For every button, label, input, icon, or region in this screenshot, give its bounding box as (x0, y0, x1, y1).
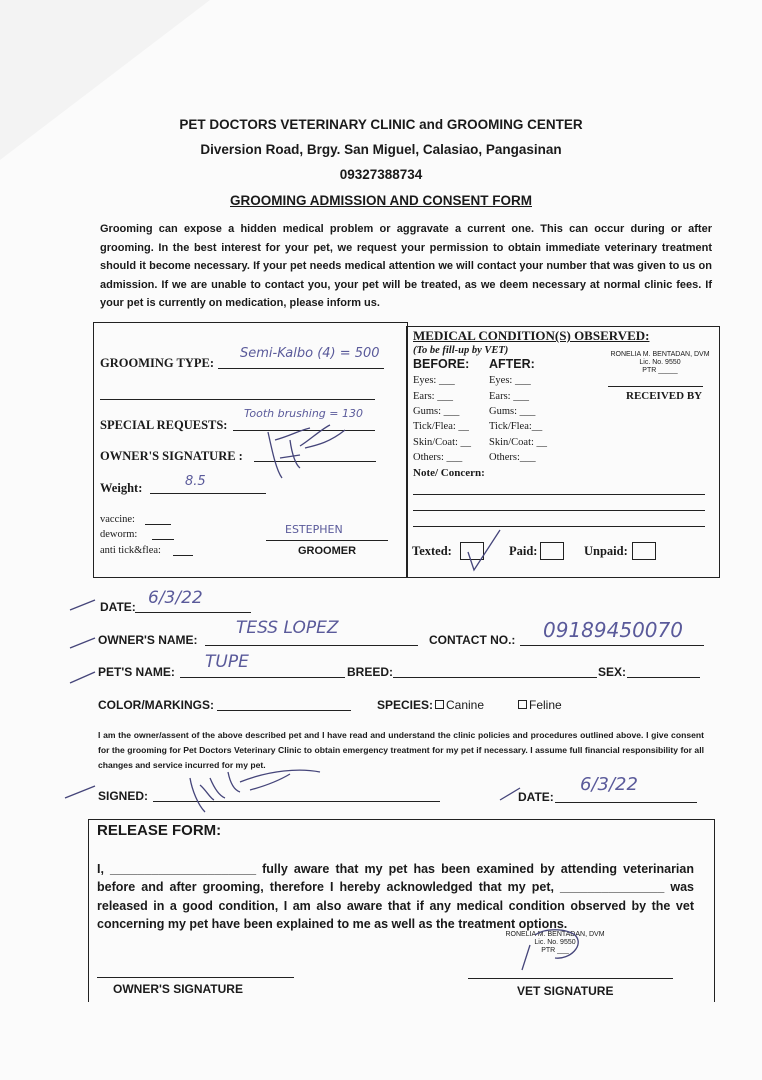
release-paragraph: I, _____________________ fully aware that my pet has been examined by attending veterinarian before and after grooming, therefore I hereby acknowledged that my pet, _______________ was released in a good condition, I am also aware that if any medical condition observed by the vet concerning my pet have been explained to me as well as the treatment options. (97, 862, 694, 932)
color-label: COLOR/MARKINGS: (98, 698, 214, 712)
after-others: Others:___ (489, 452, 536, 463)
form-title: GROOMING ADMISSION AND CONSENT FORM (230, 193, 532, 208)
feline-label: Feline (529, 698, 562, 712)
release-stamp-ptr: PTR ___ (541, 947, 569, 954)
vaccine-label: vaccine: (100, 514, 135, 525)
note-label: Note/ Concern: (413, 467, 485, 479)
before-ears: Ears: ___ (413, 391, 453, 402)
signed-label: SIGNED: (98, 789, 149, 803)
weight-value[interactable]: 8.5 (185, 474, 206, 489)
vet-license: Lic. No. 9550 (639, 359, 681, 366)
received-by-label: RECEIVED BY (626, 390, 703, 402)
intro-paragraph: Grooming can expose a hidden medical problem or aggravate a current one. This can occur during or after grooming. In the best interest for your pet, we request your permission to obtain immediate veterinary treatment should it become necessary. If your pet needs medical attention we will contact your number that was given to us on admission. If we are unable to contact you, your pet will be treated, as we deem necessary at normal clinic fees. If your pet is currently on medication, please inform us. (100, 223, 712, 310)
medical-subtitle: (To be fill-up by VET) (413, 345, 509, 356)
texted-label: Texted: (412, 544, 452, 558)
breed-label: BREED: (347, 665, 394, 679)
after-ears: Ears: ___ (489, 391, 529, 402)
antitick-label: anti tick&flea: (100, 545, 161, 556)
owner-name-label: OWNER'S NAME: (98, 633, 198, 647)
owner-tick-mark (70, 638, 95, 648)
vet-ptr: PTR _____ (642, 367, 678, 374)
pet-name-value[interactable]: TUPE (205, 652, 249, 672)
after-skincoat: Skin/Coat: __ (489, 437, 548, 448)
date-label: DATE: (100, 600, 136, 614)
vet-name: RONELIA M. BENTADAN, DVM (610, 351, 710, 358)
after-gums: Gums: ___ (489, 406, 536, 417)
special-requests-value[interactable]: Tooth brushing = 130 (244, 407, 363, 420)
signed-scribble (190, 770, 320, 812)
owner-name-value[interactable]: TESS LOPEZ (236, 618, 339, 638)
release-title: RELEASE FORM: (97, 822, 222, 839)
groomer-label: GROOMER (298, 545, 357, 557)
after-label: AFTER: (489, 357, 535, 371)
before-gums: Gums: ___ (413, 406, 460, 417)
deworm-label: deworm: (100, 529, 138, 540)
sex-label: SEX: (598, 665, 627, 679)
before-tickflea: Tick/Flea: __ (413, 421, 469, 432)
release-sign-scribble (522, 930, 578, 970)
after-eyes: Eyes: ___ (489, 375, 531, 386)
grooming-type-value[interactable]: Semi-Kalbo (4) = 500 (240, 346, 380, 361)
contact-value[interactable]: 09189450070 (543, 618, 683, 642)
before-others: Others: ___ (413, 452, 463, 463)
contact-label: CONTACT NO.: (429, 633, 516, 647)
owner-signature-label: OWNER'S SIGNATURE : (100, 449, 243, 463)
release-vet-signature-label: VET SIGNATURE (517, 984, 614, 998)
after-tickflea: Tick/Flea:__ (489, 421, 543, 432)
owner-signature-scribble (268, 425, 345, 478)
signed-date-value[interactable]: 6/3/22 (580, 774, 638, 795)
grooming-type-label: GROOMING TYPE: (100, 356, 215, 370)
species-label: SPECIES: (377, 698, 434, 712)
consent-paragraph: I am the owner/assent of the above described pet and I have read and understand the clinic policies and procedures outlined above. I give consent for the grooming for Pet Doctors Veterinary Clinic to obtain emergency treatment for my pet if necessary. I assume full financial responsibility for all changes and service incurred for my pet. (98, 730, 704, 770)
date-tick-mark (70, 600, 95, 610)
signed-date-label: DATE: (518, 790, 554, 804)
pet-name-label: PET'S NAME: (98, 665, 175, 679)
before-label: BEFORE: (413, 357, 470, 371)
clinic-phone: 09327388734 (339, 167, 423, 182)
clinic-address: Diversion Road, Brgy. San Miguel, Calasiao, Pangasinan (200, 142, 562, 157)
medical-title: MEDICAL CONDITION(S) OBSERVED: (413, 328, 650, 343)
groomer-name: ESTEPHEN (285, 523, 343, 536)
clinic-name: PET DOCTORS VETERINARY CLINIC and GROOMING CENTER (179, 117, 583, 132)
before-eyes: Eyes: ___ (413, 375, 455, 386)
release-stamp-name: RONELIA M. BENTADAN, DVM (505, 931, 605, 938)
date-value[interactable]: 6/3/22 (148, 588, 203, 608)
date2-tick-mark (500, 788, 520, 800)
paid-label: Paid: (509, 544, 538, 558)
special-requests-label: SPECIAL REQUESTS: (100, 418, 228, 432)
texted-checkmark (468, 530, 500, 570)
release-stamp-lic: Lic. No. 9550 (534, 939, 576, 946)
weight-label: Weight: (100, 481, 143, 495)
canine-label: Canine (446, 698, 485, 712)
before-skincoat: Skin/Coat: __ (413, 437, 472, 448)
unpaid-label: Unpaid: (584, 544, 628, 558)
signed-tick-mark (65, 786, 95, 798)
release-owner-signature-label: OWNER'S SIGNATURE (113, 982, 243, 996)
pet-tick-mark (70, 672, 95, 683)
